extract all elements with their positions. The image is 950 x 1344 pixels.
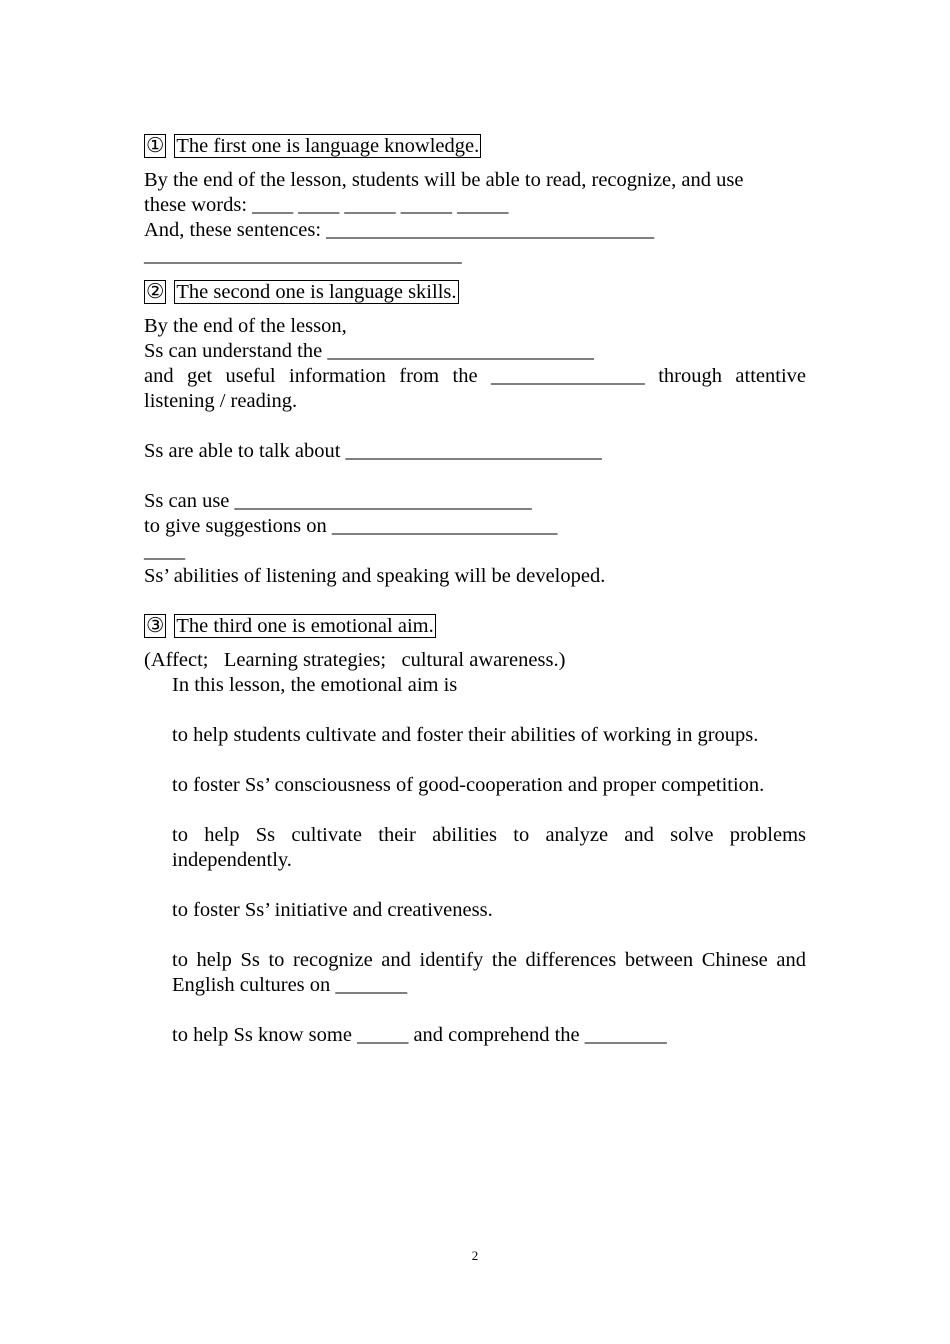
emotional-aim-2: to foster Ss’ consciousness of good-cooperation and proper competition. (172, 774, 765, 796)
s1-line-1: By the end of the lesson, students will be able to read, recognize, and use (144, 169, 744, 191)
s2-line-2: Ss can understand the __________________________ (144, 340, 594, 362)
section-1-number: ① (146, 135, 165, 157)
section-1-heading (144, 134, 806, 158)
s2-line-8: Ss’ abilities of listening and speaking will be developed. (144, 565, 606, 587)
emotional-aim-5: to help Ss to recognize and identify the differences between Chinese and English cultures on _______ (172, 949, 806, 996)
s2-line-3: and get useful information from the _______________ through attentive listening / reading. (144, 365, 806, 412)
emotional-aim-6: to help Ss know some _____ and comprehend the ________ (172, 1024, 667, 1046)
s2-line-1: By the end of the lesson, (144, 315, 347, 337)
s1-line-4: _______________________________ (144, 244, 462, 266)
section-3-title: The third one is emotional aim. (176, 615, 434, 637)
document-page (144, 134, 806, 1048)
emotional-aim-3: to help Ss cultivate their abilities to analyze and solve problems independently. (172, 824, 806, 871)
section-2-number: ② (146, 281, 165, 303)
section-2-heading (144, 280, 806, 304)
page-number: 2 (471, 1248, 479, 1263)
section-3-heading (144, 614, 806, 638)
s3-line-2: In this lesson, the emotional aim is (172, 674, 458, 696)
section-2-title: The second one is language skills. (176, 281, 457, 303)
s2-line-4: Ss are able to talk about _________________________ (144, 440, 602, 462)
s2-line-7: ____ (144, 540, 185, 562)
s2-line-5: Ss can use _____________________________ (144, 490, 532, 512)
emotional-aim-4: to foster Ss’ initiative and creativeness. (172, 899, 493, 921)
emotional-aim-1: to help students cultivate and foster their abilities of working in groups. (172, 724, 759, 746)
s3-line-1: (Affect; Learning strategies; cultural awareness.) (144, 649, 566, 671)
s2-line-6: to give suggestions on ______________________ (144, 515, 558, 537)
section-3-number: ③ (146, 615, 165, 637)
s1-line-3: And, these sentences: ________________________________ (144, 219, 655, 241)
s1-line-2: these words: ____ ____ _____ _____ _____ (144, 194, 509, 216)
section-1-title: The first one is language knowledge. (176, 135, 480, 157)
